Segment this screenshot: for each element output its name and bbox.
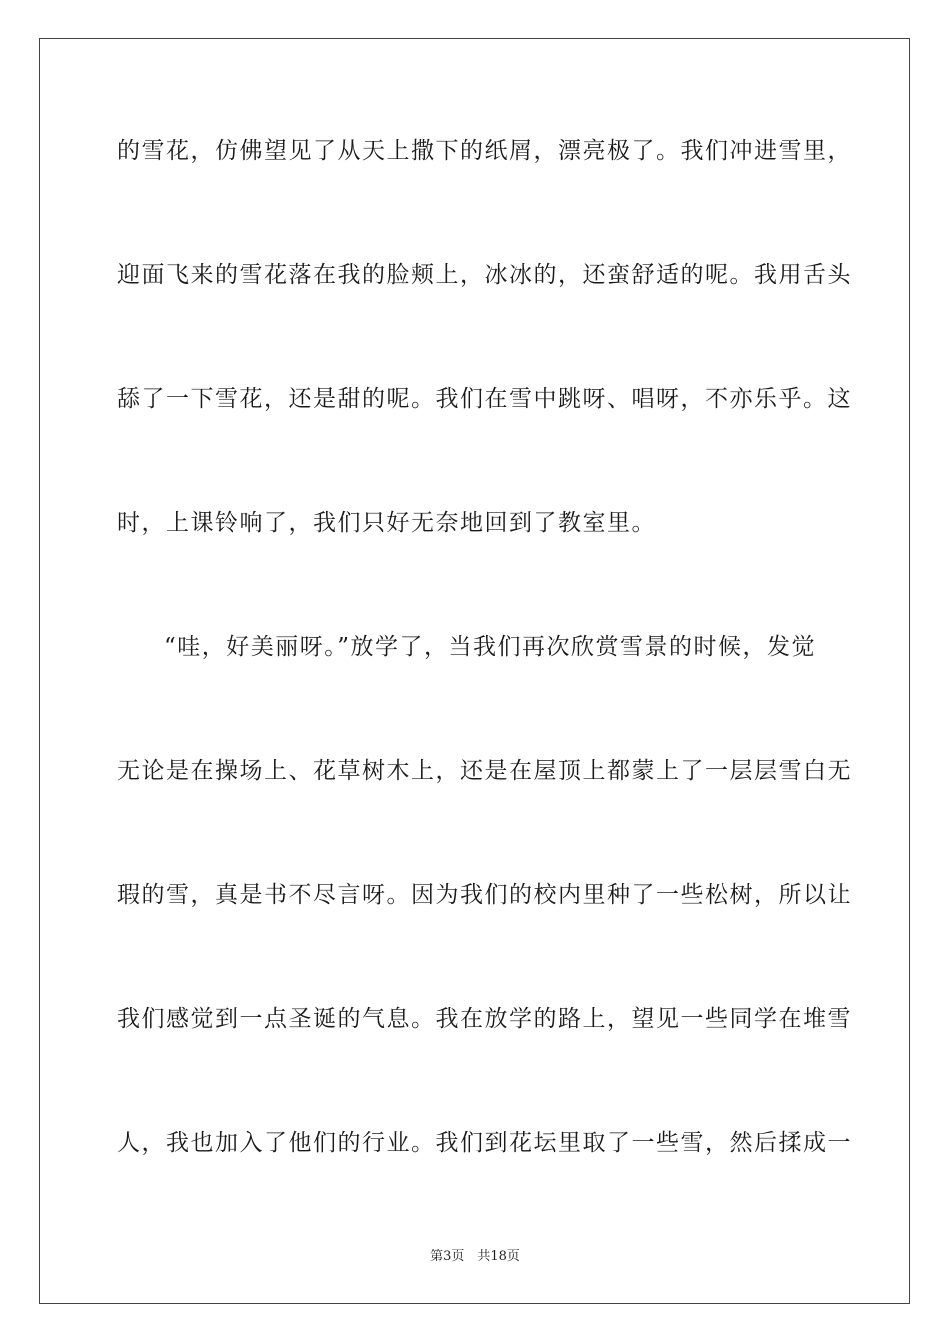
paragraph-line-7: 瑕的雪，真是书不尽言呀。因为我们的校内里种了一些松树，所以让 <box>117 882 852 908</box>
page-border <box>39 38 910 1304</box>
paragraph-line-8: 我们感觉到一点圣诞的气息。我在放学的路上，望见一些同学在堆雪 <box>117 1006 852 1032</box>
paragraph-line-6: 无论是在操场上、花草树木上，还是在屋顶上都蒙上了一层层雪白无 <box>117 758 852 784</box>
paragraph-line-2: 迎面飞来的雪花落在我的脸颊上，冰冰的，还蛮舒适的呢。我用舌头 <box>117 262 852 288</box>
page-number-footer: 第3页 共18页 <box>430 1249 520 1264</box>
paragraph-line-4: 时，上课铃响了，我们只好无奈地回到了教室里。 <box>117 510 656 536</box>
paragraph-line-9: 人，我也加入了他们的行业。我们到花坛里取了一些雪，然后揉成一 <box>117 1130 852 1156</box>
paragraph-line-3: 舔了一下雪花，还是甜的呢。我们在雪中跳呀、唱呀，不亦乐乎。这 <box>117 386 852 412</box>
paragraph-line-1: 的雪花，仿佛望见了从天上撒下的纸屑，漂亮极了。我们冲进雪里， <box>117 138 852 164</box>
paragraph-line-5: “哇，好美丽呀。”放学了，当我们再次欣赏雪景的时候，发觉 <box>164 634 817 660</box>
